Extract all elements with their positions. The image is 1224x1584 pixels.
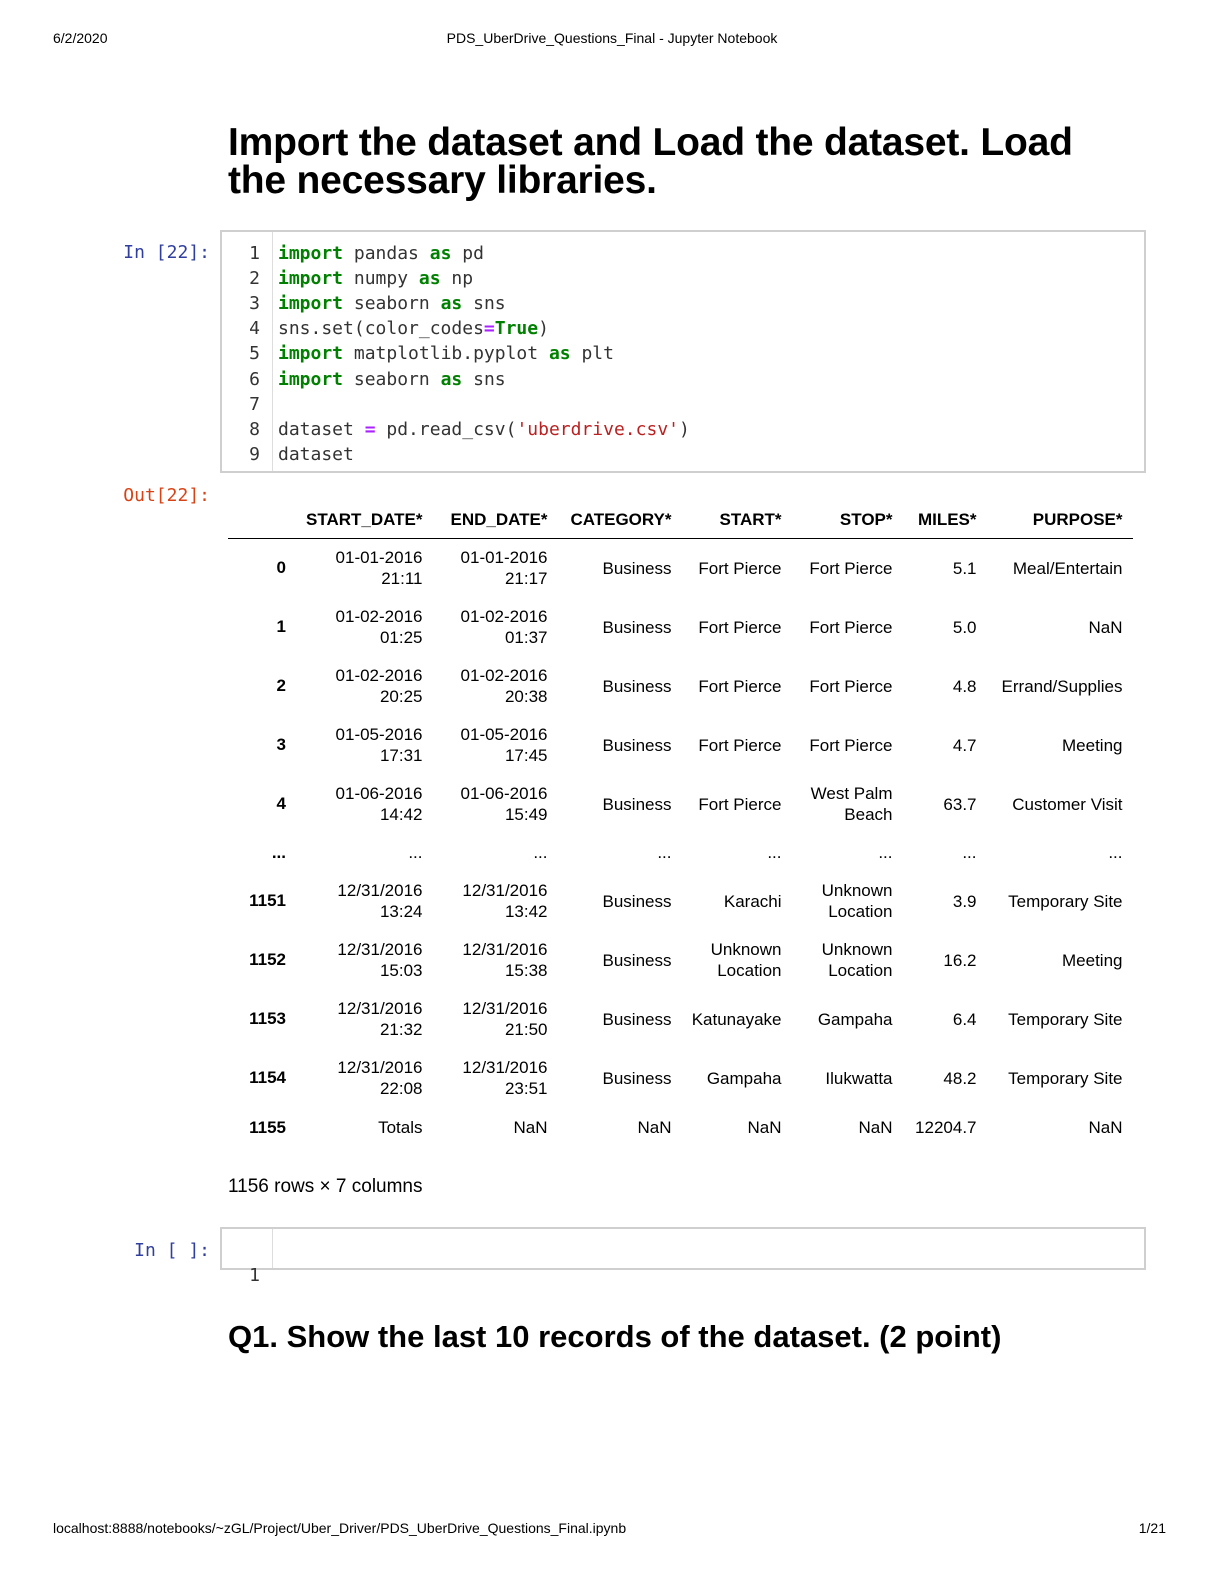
- column-header: PURPOSE*: [987, 502, 1133, 539]
- output-prompt: Out[22]:: [123, 485, 210, 506]
- cell-text: 4.7: [952, 735, 977, 755]
- cell-text: 12/31/2016: [337, 881, 423, 900]
- table-cell: [296, 834, 433, 872]
- cell-text: 12/31/2016: [462, 940, 548, 959]
- table-cell: [296, 539, 433, 598]
- table-cell: [987, 716, 1133, 775]
- table-row: [228, 834, 1133, 872]
- table-cell: [987, 872, 1133, 931]
- column-header: END_DATE*: [433, 502, 558, 539]
- row-index: 1155: [249, 1117, 286, 1137]
- cell-text: Meeting: [1062, 735, 1123, 755]
- cell-text: 12/31/2016: [337, 999, 423, 1018]
- cell-text: Unknown: [710, 940, 782, 959]
- table-cell: [296, 657, 433, 716]
- table-cell: [792, 657, 903, 716]
- table-cell: [987, 1108, 1133, 1148]
- cell-text: 01:37: [504, 628, 548, 647]
- cell-text: Fort Pierce: [809, 617, 893, 637]
- cell-text: NaN: [747, 1118, 782, 1137]
- table-cell: [433, 990, 558, 1049]
- cell-text: ...: [657, 843, 672, 862]
- cell-text: Temporary Site: [1008, 1009, 1123, 1029]
- table-cell: [433, 716, 558, 775]
- table-cell: [792, 872, 903, 931]
- row-index: 2: [276, 676, 286, 695]
- row-index: 1154: [249, 1068, 286, 1087]
- table-cell: [558, 834, 682, 872]
- table-header-row: [228, 502, 1133, 539]
- table-cell: [558, 1108, 682, 1148]
- cell-text: Temporary Site: [1008, 1068, 1123, 1088]
- table-cell: [296, 990, 433, 1049]
- cell-text: Fort Pierce: [698, 617, 782, 637]
- table-cell: [903, 872, 987, 931]
- table-cell: [433, 872, 558, 931]
- table-cell: [792, 716, 903, 775]
- cell-text: NaN: [1088, 617, 1123, 637]
- line-number: 5: [249, 343, 260, 365]
- cell-text: ...: [878, 843, 893, 862]
- cell-text: Unknown: [821, 881, 893, 900]
- table-cell: [296, 1049, 433, 1108]
- table-cell: [433, 775, 558, 834]
- row-index: 4: [276, 794, 286, 813]
- dataframe-table: [228, 502, 1133, 1148]
- cell-text: 21:17: [504, 569, 548, 589]
- table-cell: [987, 834, 1133, 872]
- table-cell: [987, 657, 1133, 716]
- cell-text: Fort Pierce: [809, 558, 893, 578]
- cell-text: 13:42: [504, 902, 548, 921]
- table-cell: [903, 1049, 987, 1108]
- line-number: 4: [249, 318, 260, 340]
- cell-text: 12/31/2016: [337, 1058, 423, 1077]
- table-cell: [987, 598, 1133, 657]
- table-cell: [903, 990, 987, 1049]
- cell-text: West Palm: [810, 784, 893, 803]
- cell-text: 01-06-2016: [335, 784, 423, 803]
- cell-text: Errand/Supplies: [1001, 676, 1123, 696]
- cell-text: 15:03: [379, 961, 423, 980]
- table-cell: [433, 1049, 558, 1108]
- table-cell: [558, 598, 682, 657]
- cell-text: Ilukwatta: [825, 1068, 893, 1088]
- table-cell: [558, 539, 682, 598]
- table-cell: [296, 775, 433, 834]
- cell-text: 6.4: [952, 1009, 977, 1029]
- cell-text: 3.9: [952, 891, 977, 911]
- cell-text: Gampaha: [706, 1068, 782, 1088]
- row-index: 3: [276, 735, 286, 754]
- cell-text: ...: [1108, 843, 1123, 862]
- cell-text: ...: [962, 843, 977, 862]
- cell-text: 12/31/2016: [462, 1058, 548, 1077]
- cell-text: 5.1: [952, 558, 977, 578]
- cell-text: Business: [602, 891, 672, 911]
- cell-text: Meeting: [1062, 950, 1123, 970]
- table-row: [228, 1108, 1133, 1148]
- column-header: START_DATE*: [296, 502, 433, 539]
- table-cell: [433, 931, 558, 990]
- cell-text: NaN: [513, 1118, 548, 1137]
- table-cell: [682, 1049, 792, 1108]
- table-cell: [903, 775, 987, 834]
- cell-text: Unknown: [821, 940, 893, 959]
- table-cell: [296, 931, 433, 990]
- table-cell: [792, 931, 903, 990]
- table-cell: [433, 598, 558, 657]
- cell-text: Business: [602, 676, 672, 696]
- cell-text: Location: [828, 902, 893, 921]
- table-cell: [903, 716, 987, 775]
- code-cell-editor[interactable]: [220, 230, 1146, 473]
- print-page-number: 1/21: [1138, 1520, 1166, 1536]
- table-row: [228, 539, 1133, 598]
- table-cell: [296, 872, 433, 931]
- cell-text: 21:50: [504, 1020, 548, 1039]
- print-url: localhost:8888/notebooks/~zGL/Project/Uber_Driver/PDS_UberDrive_Questions_Final.ipynb: [53, 1520, 627, 1536]
- cell-text: 22:08: [379, 1079, 423, 1098]
- cell-text: Customer Visit: [1012, 794, 1123, 814]
- table-cell: [682, 990, 792, 1049]
- cell-text: Business: [602, 735, 672, 755]
- column-header: MILES*: [903, 502, 987, 539]
- cell-text: Business: [602, 794, 672, 814]
- table-cell: [682, 931, 792, 990]
- cell-text: Fort Pierce: [809, 735, 893, 755]
- table-cell: [558, 931, 682, 990]
- table-cell: [792, 598, 903, 657]
- cell-text: Business: [602, 558, 672, 578]
- cell-text: 13:24: [379, 902, 423, 921]
- cell-text: Temporary Site: [1008, 891, 1123, 911]
- print-title: PDS_UberDrive_Questions_Final - Jupyter Notebook: [446, 30, 778, 46]
- cell-text: Beach: [844, 805, 893, 824]
- cell-text: 12/31/2016: [337, 940, 423, 959]
- cell-text: 12/31/2016: [462, 999, 548, 1018]
- table-cell: [296, 598, 433, 657]
- line-number: 7: [249, 393, 260, 415]
- column-header: STOP*: [792, 502, 903, 539]
- table-cell: [987, 1049, 1133, 1108]
- table-row: [228, 990, 1133, 1049]
- code-text: dataset = pd.read_csv('uberdrive.csv'): [278, 418, 690, 440]
- table-row: [228, 1049, 1133, 1108]
- cell-text: 01-02-2016: [335, 666, 423, 685]
- table-cell: [987, 931, 1133, 990]
- code-text: dataset: [278, 443, 354, 465]
- table-row: [228, 931, 1133, 990]
- table-cell: [433, 834, 558, 872]
- table-cell: [792, 834, 903, 872]
- row-index: 1153: [249, 1009, 286, 1028]
- table-cell: [903, 539, 987, 598]
- cell-text: 63.7: [943, 794, 977, 814]
- table-cell: [558, 872, 682, 931]
- cell-text: 15:38: [504, 961, 548, 980]
- table-cell: [903, 657, 987, 716]
- cell-text: Gampaha: [817, 1009, 893, 1029]
- markdown-heading: Import the dataset and Load the dataset. Load the necessary libraries.: [228, 121, 1073, 202]
- table-row: [228, 598, 1133, 657]
- row-index: 1152: [249, 950, 286, 969]
- code-text: import seaborn as sns: [278, 368, 506, 390]
- cell-text: 4.8: [952, 676, 977, 696]
- cell-text: 01-02-2016: [460, 666, 548, 685]
- code-text: import seaborn as sns: [278, 293, 506, 315]
- table-cell: [558, 990, 682, 1049]
- cell-text: ...: [408, 843, 423, 862]
- cell-text: 21:11: [381, 569, 423, 589]
- table-cell: [792, 990, 903, 1049]
- table-cell: [558, 1049, 682, 1108]
- table-cell: [682, 775, 792, 834]
- code-text: import numpy as np: [278, 268, 474, 290]
- table-row: [228, 872, 1133, 931]
- table-row: [228, 775, 1133, 834]
- print-date: 6/2/2020: [53, 30, 108, 46]
- cell-text: NaN: [858, 1118, 893, 1137]
- cell-text: 01-02-2016: [460, 607, 548, 626]
- line-number: 6: [249, 368, 260, 390]
- cell-text: 16.2: [943, 950, 977, 970]
- cell-text: 01-01-2016: [460, 548, 548, 568]
- code-line: [222, 1238, 265, 1286]
- cell-text: Fort Pierce: [809, 676, 893, 696]
- cell-text: 17:31: [379, 746, 423, 765]
- cell-text: 48.2: [943, 1068, 977, 1088]
- cell-text: 01-06-2016: [460, 784, 548, 803]
- dataframe-shape: 1156 rows × 7 columns: [228, 1176, 423, 1197]
- table-cell: [296, 716, 433, 775]
- table-cell: [296, 1108, 433, 1148]
- row-index: 1151: [249, 891, 286, 910]
- cell-text: ...: [533, 843, 548, 862]
- table-cell: [682, 872, 792, 931]
- cell-text: Karachi: [723, 891, 782, 911]
- line-number: 9: [249, 443, 260, 465]
- cell-text: Location: [717, 961, 782, 980]
- cell-text: 01-01-2016: [335, 548, 423, 568]
- index-header: [228, 502, 296, 539]
- code-text: sns.set(color_codes=True): [278, 318, 549, 340]
- column-header: CATEGORY*: [558, 502, 682, 539]
- table-cell: [987, 775, 1133, 834]
- cell-text: 20:38: [504, 687, 548, 706]
- table-cell: [987, 990, 1133, 1049]
- cell-text: 01-05-2016: [335, 725, 423, 744]
- cell-text: ...: [767, 843, 782, 862]
- cell-text: 14:42: [379, 805, 423, 824]
- cell-text: 01:25: [379, 628, 423, 647]
- table-cell: [682, 598, 792, 657]
- cell-text: NaN: [637, 1118, 672, 1137]
- cell-text: Business: [602, 1068, 672, 1088]
- table-cell: [558, 775, 682, 834]
- cell-text: 17:45: [504, 746, 548, 765]
- table-row: [228, 657, 1133, 716]
- input-prompt: In [22]:: [123, 242, 210, 263]
- table-cell: [682, 539, 792, 598]
- cell-text: Business: [602, 617, 672, 637]
- cell-text: 12204.7: [915, 1118, 977, 1137]
- row-index: 0: [276, 558, 286, 578]
- line-number: 3: [249, 293, 260, 315]
- line-number: 2: [249, 268, 260, 290]
- table-cell: [433, 539, 558, 598]
- cell-text: Fort Pierce: [698, 558, 782, 578]
- table-cell: [903, 834, 987, 872]
- row-index: ...: [271, 842, 286, 862]
- cell-text: Fort Pierce: [698, 676, 782, 696]
- input-prompt-empty: In [ ]:: [134, 1240, 210, 1261]
- cell-text: 20:25: [379, 687, 423, 706]
- cell-text: Meal/Entertain: [1012, 558, 1123, 578]
- line-number: 1: [249, 243, 260, 264]
- cell-text: Location: [828, 961, 893, 980]
- cell-text: NaN: [1088, 1118, 1123, 1137]
- line-number: 8: [249, 418, 260, 440]
- cell-text: 5.0: [952, 617, 977, 637]
- code-text: import pandas as pd: [278, 243, 484, 264]
- empty-code-cell-editor[interactable]: [220, 1227, 1146, 1286]
- table-cell: [558, 657, 682, 716]
- table-cell: [792, 539, 903, 598]
- table-cell: [903, 1108, 987, 1148]
- table-cell: [903, 598, 987, 657]
- table-cell: [682, 716, 792, 775]
- table-cell: [682, 1108, 792, 1148]
- table-cell: [433, 1108, 558, 1148]
- cell-text: Business: [602, 950, 672, 970]
- cell-text: 21:32: [379, 1020, 423, 1039]
- table-cell: [987, 539, 1133, 598]
- table-cell: [792, 1049, 903, 1108]
- table-row: [228, 716, 1133, 775]
- table-cell: [433, 657, 558, 716]
- cell-text: Business: [602, 1009, 672, 1029]
- code-text: import matplotlib.pyplot as plt: [278, 343, 614, 365]
- cell-text: Fort Pierce: [698, 794, 782, 814]
- table-cell: [682, 834, 792, 872]
- cell-text: Katunayake: [691, 1009, 782, 1029]
- table-cell: [903, 931, 987, 990]
- table-cell: [792, 1108, 903, 1148]
- table-cell: [682, 657, 792, 716]
- table-cell: [558, 716, 682, 775]
- column-header: START*: [682, 502, 792, 539]
- line-number: 1: [249, 1265, 260, 1286]
- cell-text: 01-02-2016: [335, 607, 423, 626]
- cell-text: 23:51: [504, 1079, 548, 1098]
- row-index: 1: [276, 617, 286, 636]
- cell-text: 01-05-2016: [460, 725, 548, 744]
- cell-text: Fort Pierce: [698, 735, 782, 755]
- cell-text: Totals: [378, 1118, 423, 1137]
- cell-text: 12/31/2016: [462, 881, 548, 900]
- table-cell: [792, 775, 903, 834]
- question-heading: Q1. Show the last 10 records of the dataset. (2 point): [228, 1319, 1002, 1354]
- cell-text: 15:49: [504, 805, 548, 824]
